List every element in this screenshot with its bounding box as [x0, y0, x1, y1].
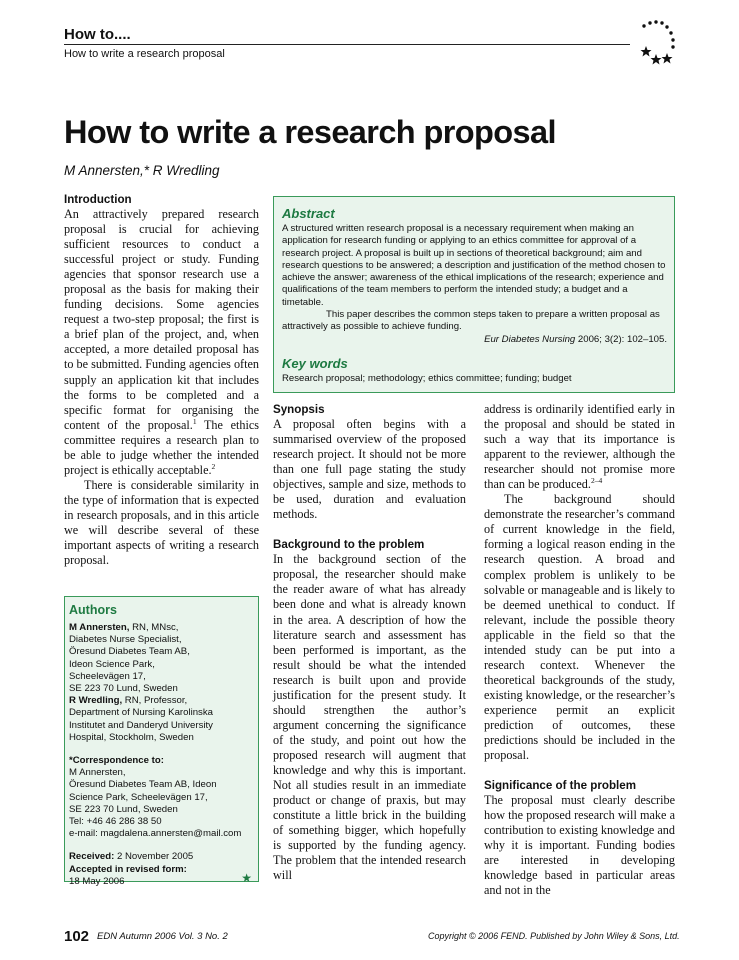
- author-1-affiliation: Diabetes Nurse Specialist, Öresund Diabetes Team AB, Ideon Science Park, Scheelevägen 17, SE 223 70 Lund, Sweden: [69, 634, 190, 695]
- running-header-subtitle: How to write a research proposal: [64, 48, 225, 60]
- eu-stars-icon: [636, 18, 680, 68]
- copyright-notice: Copyright © 2006 FEND. Published by John Wiley & Sons, Ltd.: [428, 931, 680, 941]
- significance-heading: Significance of the problem: [484, 779, 637, 793]
- abstract-heading: Abstract: [282, 206, 335, 221]
- introduction-column: [64, 192, 259, 568]
- reference-1: 1: [192, 416, 197, 426]
- background-paragraph: In the background section of the proposal, the researcher should make the reader aware of what has already been done and what is already known in the area. A description of how the literature search and assessment has been performed is important, as the result should be what the intended research is built upon and provide justification for the present study. It should strengthen the author’s argument concerning the significance of the study, and point out how the proposed research will augment that knowledge and why this is important. Not all studies result in an immediate product or change of praxis, but may constitute a little brick in the building of something bigger, which hopefully is supported by the funding agency. The problem that the intended research will: [273, 552, 466, 883]
- background-heading: Background to the problem: [273, 538, 425, 552]
- author-2-name-line: R Wredling, RN, Professor,: [69, 695, 188, 707]
- introduction-heading: Introduction: [64, 193, 132, 206]
- article-title: How to write a research proposal: [64, 114, 556, 150]
- reference-2: 2: [211, 461, 216, 471]
- synopsis-heading: Synopsis: [273, 403, 325, 416]
- keywords-text: Research proposal; methodology; ethics committee; funding; budget: [282, 372, 572, 384]
- abstract-text-2: This paper describes the common steps taken to prepare a written proposal as attractively as possible to achieve funding.: [282, 309, 660, 333]
- article-authors: M Annersten,* R Wredling: [64, 163, 220, 178]
- introduction-paragraph-2: There is considerable similarity in the type of information that is expected in research proposals, and in this article we will describe several of these important aspects of writing a research proposal.: [64, 477, 259, 568]
- correspondence-heading: *Correspondence to:: [69, 755, 164, 767]
- synopsis-column: [273, 402, 466, 883]
- significance-paragraph: The proposal must clearly describe how the proposed research will make a contribution to existing knowledge and why it is important. Funding bodies are interested in developing knowledge based in particular areas and not in the: [484, 793, 675, 898]
- abstract-text: A structured written research proposal is a necessary requirement when making an application for research funding or applying to an ethics committee for approval of a research project. A proposal is built up in sections of theoretical background; aim and research questions to be answered; a description and justification of the method chosen to achieve the answer; awareness of the ethical implications of the research; experience and qualifications of the team members to perform the intended study; a budget and a timetable.: [282, 223, 666, 308]
- abstract-citation: Eur Diabetes Nursing 2006; 3(2): 102–105.: [484, 333, 667, 345]
- reference-2-4: 2–4: [590, 476, 603, 486]
- background-paragraph-2: The background should demonstrate the researcher’s command of current knowledge in the field, forming a logical reason ending in the research question. A broad and complex problem is unlikely to be solvable or manageable and is likely to be deemed unethical to conduct. If relevant, include the possible theory applicable in the field so that the intended study can be put into a research context. Whenever the theoretical backgrounds of the study, existing knowledge, or the researcher’s experience permit an explicit prediction of outcomes, these predictions should be included in the proposal.: [484, 492, 675, 763]
- journal-issue: EDN Autumn 2006 Vol. 3 No. 2: [97, 931, 228, 942]
- keywords-heading: Key words: [282, 355, 348, 371]
- star-icon: ★: [241, 870, 252, 885]
- author-2-affiliation: Department of Nursing Karolinska Institutet and Danderyd University Hospital, Stockholm, Sweden: [69, 707, 213, 743]
- introduction-paragraph-1: An attractively prepared research proposal is crucial for achieving sufficient resources to conduct a successful project or study. Funding agencies that sponsor research use a proposal as the basis for making their funding decisions. Some agencies request a two-step proposal; the first is a brief plan of the project, and, when accepted, a more detailed proposal has to be submitted. Funding agencies often supply an application kit that includes the forms to be completed and a specific format for organising the content of the proposal.$^1$ The ethics committee requires a research plan to be able to judge whether the intended project is ethically acceptable.$^2$: [64, 207, 259, 477]
- authors-heading: Authors: [69, 603, 117, 617]
- accepted-date: 18 May 2006: [69, 875, 125, 887]
- authors-box: [64, 596, 259, 887]
- header-rule: [64, 44, 630, 45]
- synopsis-paragraph: A proposal often begins with a summarised overview of the proposed research project. It should not be more than one full page stating the study objectives, sample and size, methods to be used, duration and evaluation methods.: [273, 417, 466, 522]
- running-header-section: How to....: [64, 26, 131, 43]
- continued-paragraph: address is ordinarily identified early in the proposal and should be stated in such a way that its importance is apparent to the reviewer, although the researcher should not promise more than can be produced.$^{2-4}$: [484, 402, 675, 492]
- correspondence-address: M Annersten, Öresund Diabetes Team AB, Ideon Science Park, Scheelevägen 17, SE 223 70 Lund, Sweden Tel: +46 46 286 38 50 e-mail: magdalena.annersten@mail.com: [69, 767, 242, 840]
- correspondence-email: e-mail: magdalena.annersten@mail.com: [69, 828, 242, 840]
- continued-column: [484, 402, 675, 898]
- received-date: Received: 2 November 2005: [69, 851, 194, 863]
- abstract-box: [273, 196, 675, 393]
- author-1-name-line: M Annersten, RN, MNsc,: [69, 622, 179, 633]
- page-number: 102: [64, 928, 90, 945]
- accepted-label: Accepted in revised form:: [69, 863, 187, 875]
